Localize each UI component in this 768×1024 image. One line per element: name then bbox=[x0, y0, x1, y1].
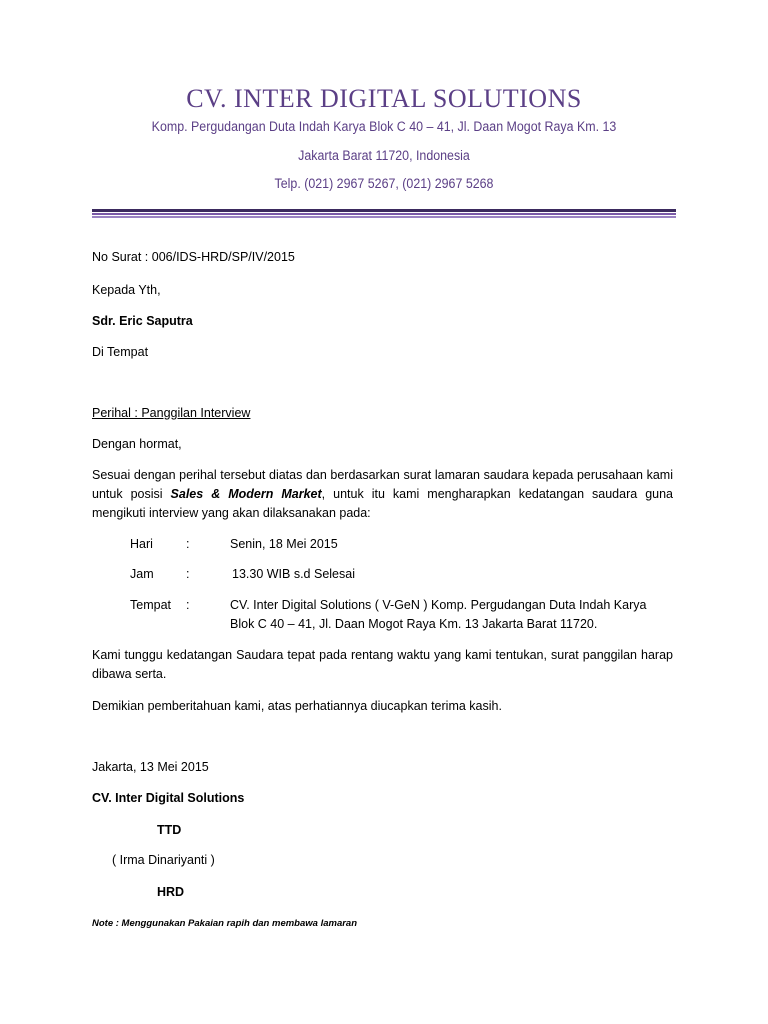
schedule-day-value: Senin, 18 Mei 2015 bbox=[230, 537, 338, 551]
signer-title: HRD bbox=[157, 885, 185, 899]
schedule-time-colon: : bbox=[186, 567, 190, 581]
letter-date: Jakarta, 13 Mei 2015 bbox=[92, 760, 209, 774]
letter-number: No Surat : 006/IDS-HRD/SP/IV/2015 bbox=[92, 250, 295, 264]
body-paragraph bbox=[92, 466, 673, 523]
body-text-part1: Sesuai dengan perihal tersebut diatas dan berdasarkan surat lamaran saudara kepada perusahaan kami untuk posisi bbox=[92, 468, 673, 501]
signature-company: CV. Inter Digital Solutions bbox=[92, 791, 245, 805]
schedule-place-colon: : bbox=[186, 598, 190, 612]
greeting: Dengan hormat, bbox=[92, 437, 182, 451]
letter-subject: Perihal : Panggilan Interview bbox=[92, 406, 251, 420]
closing-paragraph-2: Demikian pemberitahuan kami, atas perhatiannya diucapkan terima kasih. bbox=[92, 699, 502, 713]
schedule-place-line2: Blok C 40 – 41, Jl. Daan Mogot Raya Km. 13 Jakarta Barat 11720. bbox=[230, 617, 598, 631]
body-text-part2: , untuk itu kami mengharapkan kedatangan saudara guna mengikuti interview yang akan dilaksanakan pada: bbox=[92, 487, 674, 520]
job-position: Sales & Modern Market bbox=[170, 487, 322, 501]
recipient-name: Sdr. Eric Saputra bbox=[92, 314, 193, 328]
schedule-place-line1: CV. Inter Digital Solutions ( V-GeN ) Komp. Pergudangan Duta Indah Karya bbox=[230, 598, 647, 612]
schedule-day-label: Hari bbox=[130, 537, 153, 551]
company-address: Komp. Pergudangan Duta Indah Karya Blok C 40 – 41, Jl. Daan Mogot Raya Km. 13 bbox=[151, 119, 617, 134]
schedule-time-label: Jam bbox=[130, 567, 154, 581]
schedule-place-label: Tempat bbox=[130, 598, 171, 612]
company-phone: Telp. (021) 2967 5267, (021) 2967 5268 bbox=[274, 176, 494, 191]
signer-name: ( Irma Dinariyanti ) bbox=[112, 853, 215, 867]
header-rule-top bbox=[92, 209, 676, 212]
company-city: Jakarta Barat 11720, Indonesia bbox=[298, 148, 470, 163]
to-line: Kepada Yth, bbox=[92, 283, 161, 297]
header-rule-middle bbox=[92, 213, 676, 215]
schedule-time-value: 13.30 WIB s.d Selesai bbox=[232, 567, 355, 581]
signature-ttd: TTD bbox=[157, 823, 182, 837]
dress-code-note: Note : Menggunakan Pakaian rapih dan membawa lamaran bbox=[92, 918, 358, 929]
company-name: CV. INTER DIGITAL SOLUTIONS bbox=[186, 84, 582, 113]
schedule-day-colon: : bbox=[186, 537, 190, 551]
closing-paragraph-1: Kami tunggu kedatangan Saudara tepat pada rentang waktu yang kami tentukan, surat panggilan harap dibawa serta. bbox=[92, 648, 673, 681]
header-rule-bottom bbox=[92, 216, 676, 218]
recipient-location: Di Tempat bbox=[92, 345, 149, 359]
